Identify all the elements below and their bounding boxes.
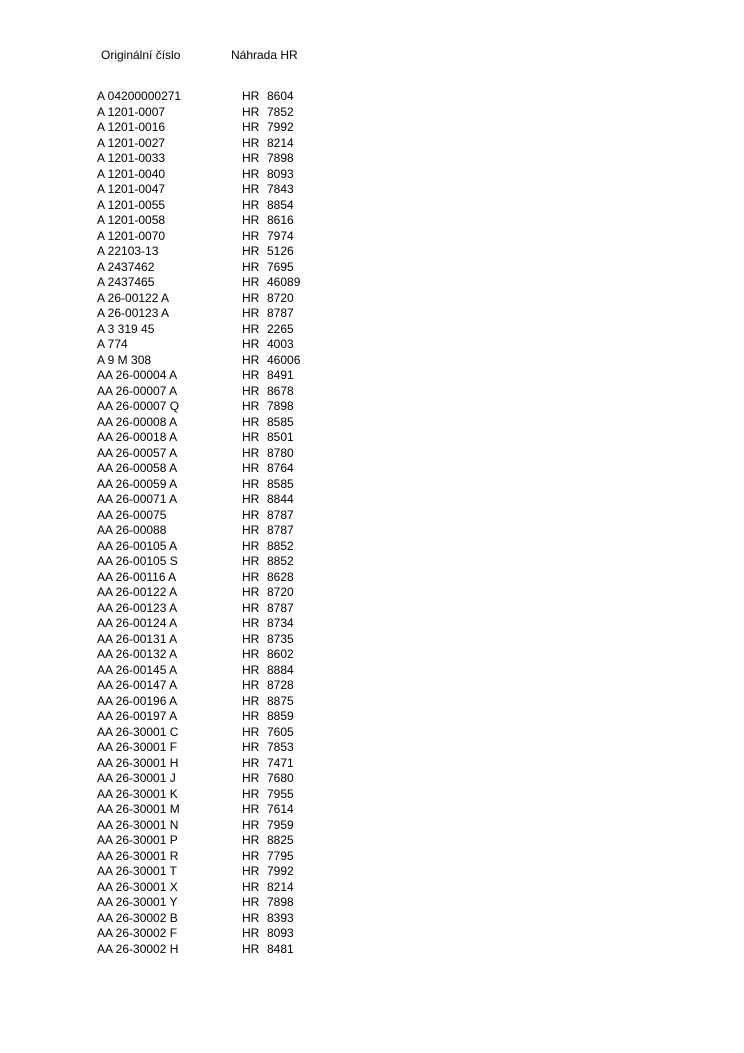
replacement-prefix: HR <box>242 631 260 646</box>
table-row <box>0 353 744 369</box>
table-row <box>0 833 744 849</box>
replacement-number: 8852 <box>267 538 294 553</box>
replacement-number: 7614 <box>267 802 294 816</box>
replacement-prefix: HR <box>242 120 260 134</box>
table-row <box>0 864 744 880</box>
replacement-number: 8764 <box>267 461 294 475</box>
original-number: AA 26-00147 A <box>97 678 178 692</box>
table-row <box>0 213 744 229</box>
replacement-number: 8787 <box>267 600 294 615</box>
replacement-prefix: HR <box>242 523 260 537</box>
replacement-prefix: HR <box>242 802 260 816</box>
replacement-prefix: HR <box>242 259 260 274</box>
replacement-prefix: HR <box>242 740 260 754</box>
original-number: AA 26-00088 <box>97 523 167 537</box>
original-number: A 774 <box>97 337 128 351</box>
replacement-number: 8481 <box>267 941 294 956</box>
original-number: AA 26-30001 M <box>97 802 180 816</box>
replacement-prefix: HR <box>242 895 260 909</box>
replacement-prefix: HR <box>242 662 260 677</box>
table-row <box>0 229 744 245</box>
replacement-number: 7853 <box>267 740 294 754</box>
column-header-replacement: Náhrada HR <box>231 48 298 62</box>
replacement-prefix: HR <box>242 244 260 258</box>
original-number: AA 26-00124 A <box>97 616 178 630</box>
original-number: A 1201-0033 <box>97 151 166 165</box>
replacement-number: 8787 <box>267 523 294 537</box>
replacement-number: 7898 <box>267 399 294 413</box>
original-number: AA 26-00105 A <box>97 538 178 553</box>
replacement-number: 8859 <box>267 709 294 723</box>
replacement-number: 8884 <box>267 662 294 677</box>
replacement-prefix: HR <box>242 910 260 925</box>
replacement-prefix: HR <box>242 89 260 103</box>
table-row <box>0 399 744 415</box>
replacement-number: 7898 <box>267 151 294 165</box>
table-row <box>0 508 744 524</box>
original-number: AA 26-00145 A <box>97 662 178 677</box>
original-number: AA 26-00075 <box>97 507 167 522</box>
replacement-prefix: HR <box>242 275 260 289</box>
table-row <box>0 942 744 958</box>
replacement-prefix: HR <box>242 399 260 413</box>
table-row <box>0 244 744 260</box>
replacement-prefix: HR <box>242 492 260 506</box>
original-number: A 2437465 <box>97 275 155 289</box>
original-number: A 1201-0016 <box>97 120 166 134</box>
original-number: AA 26-30001 F <box>97 740 178 754</box>
original-number: A 04200000271 <box>97 89 182 103</box>
table-row <box>0 151 744 167</box>
replacement-prefix: HR <box>242 321 260 336</box>
table-row <box>0 167 744 183</box>
replacement-prefix: HR <box>242 182 260 196</box>
table-row <box>0 182 744 198</box>
replacement-number: 8734 <box>267 616 294 630</box>
original-number: A 22103-13 <box>97 244 159 258</box>
replacement-number: 7898 <box>267 895 294 909</box>
replacement-prefix: HR <box>242 538 260 553</box>
table-row <box>0 198 744 214</box>
original-number: AA 26-00123 A <box>97 600 178 615</box>
original-number: A 26-00122 A <box>97 290 170 305</box>
replacement-prefix: HR <box>242 848 260 863</box>
original-number: A 1201-0040 <box>97 166 166 181</box>
table-row <box>0 523 744 539</box>
table-row <box>0 275 744 291</box>
replacement-number: 8093 <box>267 166 294 181</box>
parts-table <box>0 89 744 957</box>
original-number: AA 26-00132 A <box>97 647 178 661</box>
table-row <box>0 570 744 586</box>
original-number: AA 26-00122 A <box>97 585 178 599</box>
replacement-number: 8720 <box>267 585 294 599</box>
table-row <box>0 337 744 353</box>
original-number: AA 26-00197 A <box>97 709 178 723</box>
replacement-prefix: HR <box>242 368 260 382</box>
replacement-prefix: HR <box>242 616 260 630</box>
replacement-number: 8585 <box>267 414 294 429</box>
table-row <box>0 136 744 152</box>
table-row <box>0 384 744 400</box>
replacement-number: 7852 <box>267 104 294 119</box>
table-row <box>0 585 744 601</box>
table-row <box>0 492 744 508</box>
replacement-prefix: HR <box>242 290 260 305</box>
table-row <box>0 725 744 741</box>
original-number: AA 26-30001 C <box>97 724 179 739</box>
replacement-number: 8501 <box>267 430 294 444</box>
replacement-number: 8616 <box>267 213 294 227</box>
replacement-number: 8854 <box>267 197 294 212</box>
replacement-prefix: HR <box>242 445 260 460</box>
replacement-number: 7992 <box>267 864 294 878</box>
table-row <box>0 291 744 307</box>
original-number: AA 26-00071 A <box>97 492 178 506</box>
table-row <box>0 120 744 136</box>
table-row <box>0 880 744 896</box>
replacement-prefix: HR <box>242 678 260 692</box>
table-row <box>0 322 744 338</box>
table-row <box>0 709 744 725</box>
replacement-prefix: HR <box>242 724 260 739</box>
original-number: AA 26-30001 R <box>97 848 179 863</box>
replacement-number: 7955 <box>267 786 294 801</box>
replacement-number: 4003 <box>267 337 294 351</box>
replacement-prefix: HR <box>242 461 260 475</box>
replacement-number: 8678 <box>267 383 294 398</box>
replacement-prefix: HR <box>242 476 260 491</box>
replacement-prefix: HR <box>242 151 260 165</box>
replacement-prefix: HR <box>242 693 260 708</box>
original-number: A 2437462 <box>97 259 155 274</box>
replacement-prefix: HR <box>242 352 260 367</box>
table-row <box>0 895 744 911</box>
table-row <box>0 539 744 555</box>
replacement-prefix: HR <box>242 647 260 661</box>
original-number: A 26-00123 A <box>97 306 170 320</box>
replacement-prefix: HR <box>242 585 260 599</box>
replacement-number: 8875 <box>267 693 294 708</box>
replacement-prefix: HR <box>242 879 260 894</box>
replacement-prefix: HR <box>242 926 260 940</box>
replacement-number: 7843 <box>267 182 294 196</box>
replacement-number: 8602 <box>267 647 294 661</box>
original-number: A 1201-0058 <box>97 213 166 227</box>
replacement-prefix: HR <box>242 337 260 351</box>
table-row <box>0 694 744 710</box>
replacement-prefix: HR <box>242 228 260 243</box>
original-number: AA 26-30001 N <box>97 817 179 832</box>
table-row <box>0 740 744 756</box>
replacement-number: 7695 <box>267 259 294 274</box>
original-number: AA 26-00008 A <box>97 414 178 429</box>
original-number: AA 26-30002 B <box>97 910 178 925</box>
original-number: A 1201-0027 <box>97 135 166 150</box>
replacement-prefix: HR <box>242 135 260 150</box>
original-number: AA 26-30001 T <box>97 864 177 878</box>
replacement-prefix: HR <box>242 166 260 181</box>
replacement-number: 46006 <box>267 352 301 367</box>
replacement-number: 7680 <box>267 771 294 785</box>
table-row <box>0 89 744 105</box>
replacement-prefix: HR <box>242 771 260 785</box>
table-row <box>0 477 744 493</box>
table-row <box>0 756 744 772</box>
replacement-number: 8585 <box>267 476 294 491</box>
original-number: AA 26-30001 K <box>97 786 178 801</box>
original-number: AA 26-00105 S <box>97 554 178 568</box>
original-number: AA 26-00131 A <box>97 631 178 646</box>
table-row <box>0 105 744 121</box>
column-header-original: Originální číslo <box>101 48 181 62</box>
replacement-prefix: HR <box>242 213 260 227</box>
replacement-prefix: HR <box>242 600 260 615</box>
table-row <box>0 678 744 694</box>
original-number: AA 26-00007 A <box>97 383 178 398</box>
table-row <box>0 771 744 787</box>
replacement-prefix: HR <box>242 833 260 847</box>
table-row <box>0 849 744 865</box>
replacement-prefix: HR <box>242 755 260 770</box>
replacement-prefix: HR <box>242 569 260 584</box>
replacement-prefix: HR <box>242 507 260 522</box>
replacement-number: 8852 <box>267 554 294 568</box>
replacement-prefix: HR <box>242 817 260 832</box>
replacement-number: 2265 <box>267 321 294 336</box>
replacement-prefix: HR <box>242 941 260 956</box>
original-number: A 1201-0007 <box>97 104 166 119</box>
original-number: AA 26-30001 J <box>97 771 176 785</box>
table-row <box>0 802 744 818</box>
original-number: AA 26-00059 A <box>97 476 178 491</box>
replacement-prefix: HR <box>242 383 260 398</box>
replacement-prefix: HR <box>242 414 260 429</box>
table-row <box>0 663 744 679</box>
original-number: AA 26-00007 Q <box>97 399 180 413</box>
table-row <box>0 616 744 632</box>
replacement-prefix: HR <box>242 864 260 878</box>
original-number: A 1201-0055 <box>97 197 166 212</box>
replacement-number: 8780 <box>267 445 294 460</box>
original-number: AA 26-30001 Y <box>97 895 178 909</box>
original-number: AA 26-00196 A <box>97 693 178 708</box>
original-number: AA 26-30001 H <box>97 755 179 770</box>
original-number: A 1201-0070 <box>97 228 166 243</box>
original-number: AA 26-00057 A <box>97 445 178 460</box>
replacement-number: 8844 <box>267 492 294 506</box>
table-row <box>0 632 744 648</box>
replacement-prefix: HR <box>242 554 260 568</box>
table-row <box>0 461 744 477</box>
table-row <box>0 787 744 803</box>
replacement-number: 8491 <box>267 368 294 382</box>
replacement-number: 8787 <box>267 507 294 522</box>
original-number: AA 26-00116 A <box>97 569 177 584</box>
replacement-prefix: HR <box>242 709 260 723</box>
table-row <box>0 647 744 663</box>
table-row <box>0 911 744 927</box>
original-number: AA 26-00004 A <box>97 368 178 382</box>
table-row <box>0 446 744 462</box>
replacement-prefix: HR <box>242 430 260 444</box>
original-number: A 1201-0047 <box>97 182 166 196</box>
replacement-number: 8214 <box>267 879 294 894</box>
replacement-number: 8825 <box>267 833 294 847</box>
replacement-prefix: HR <box>242 197 260 212</box>
replacement-number: 46089 <box>267 275 301 289</box>
replacement-number: 5126 <box>267 244 294 258</box>
table-row <box>0 601 744 617</box>
original-number: AA 26-00018 A <box>97 430 178 444</box>
original-number: A 9 M 308 <box>97 352 152 367</box>
replacement-number: 8735 <box>267 631 294 646</box>
replacement-prefix: HR <box>242 306 260 320</box>
replacement-prefix: HR <box>242 786 260 801</box>
table-row <box>0 554 744 570</box>
replacement-number: 7471 <box>267 755 294 770</box>
replacement-number: 8214 <box>267 135 294 150</box>
original-number: AA 26-00058 A <box>97 461 178 475</box>
replacement-prefix: HR <box>242 104 260 119</box>
replacement-number: 8393 <box>267 910 294 925</box>
table-row <box>0 260 744 276</box>
original-number: A 3 319 45 <box>97 321 155 336</box>
table-row <box>0 430 744 446</box>
replacement-number: 7795 <box>267 848 294 863</box>
original-number: AA 26-30001 P <box>97 833 178 847</box>
table-row <box>0 368 744 384</box>
replacement-number: 7992 <box>267 120 294 134</box>
replacement-number: 8787 <box>267 306 294 320</box>
table-row <box>0 306 744 322</box>
replacement-number: 7974 <box>267 228 294 243</box>
replacement-number: 7959 <box>267 817 294 832</box>
original-number: AA 26-30002 F <box>97 926 178 940</box>
replacement-number: 8604 <box>267 89 294 103</box>
replacement-number: 8728 <box>267 678 294 692</box>
original-number: AA 26-30001 X <box>97 879 178 894</box>
replacement-number: 7605 <box>267 724 294 739</box>
table-row <box>0 415 744 431</box>
table-row <box>0 818 744 834</box>
replacement-number: 8093 <box>267 926 294 940</box>
table-row <box>0 926 744 942</box>
replacement-number: 8628 <box>267 569 294 584</box>
original-number: AA 26-30002 H <box>97 941 179 956</box>
replacement-number: 8720 <box>267 290 294 305</box>
